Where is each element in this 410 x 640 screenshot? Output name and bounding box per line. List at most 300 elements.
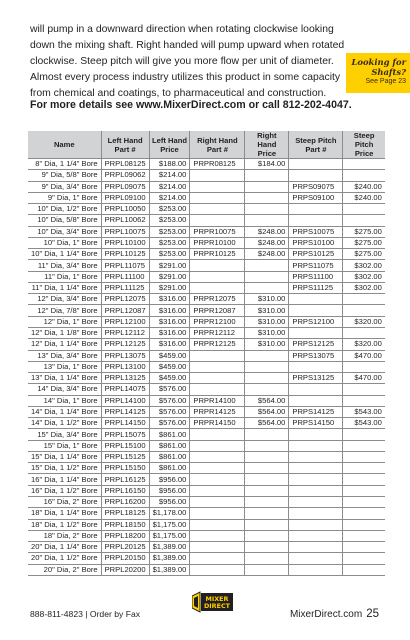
table-cell: 16" Dia, 1 1/2" Bore bbox=[28, 485, 101, 496]
table-cell: PRPL14125 bbox=[101, 406, 149, 417]
table-cell bbox=[190, 429, 245, 440]
table-row bbox=[28, 192, 385, 203]
table-cell: 12" Dia, 1" Bore bbox=[28, 316, 101, 327]
table-cell: PRPL15125 bbox=[101, 451, 149, 462]
table-cell: 13" Dia, 1 1/4" Bore bbox=[28, 373, 101, 384]
table-cell bbox=[245, 192, 289, 203]
table-cell: 11" Dia, 3/4" Bore bbox=[28, 260, 101, 271]
table-cell bbox=[245, 564, 289, 575]
table-cell: PRPS13125 bbox=[289, 373, 343, 384]
table-cell: 16" Dia, 1 1/4" Bore bbox=[28, 474, 101, 485]
table-row bbox=[28, 181, 385, 192]
table-cell bbox=[245, 542, 289, 553]
table-cell: $564.00 bbox=[245, 406, 289, 417]
table-cell bbox=[343, 508, 385, 519]
table-cell bbox=[190, 463, 245, 474]
table-cell: $956.00 bbox=[149, 496, 190, 507]
table-cell: $316.00 bbox=[149, 294, 190, 305]
table-cell: PRPS10075 bbox=[289, 226, 343, 237]
table-cell bbox=[245, 361, 289, 372]
table-cell bbox=[289, 395, 343, 406]
intro-line: Almost every process industry utilizes this product in some capacity bbox=[30, 72, 341, 83]
table-cell: PRPL20200 bbox=[101, 564, 149, 575]
table-cell: PRPS13075 bbox=[289, 350, 343, 361]
table-cell: PRPL20150 bbox=[101, 553, 149, 564]
table-cell: 15" Dia, 1" Bore bbox=[28, 440, 101, 451]
table-cell bbox=[343, 204, 385, 215]
table-cell: PRPS10100 bbox=[289, 237, 343, 248]
table-row bbox=[28, 496, 385, 507]
table-cell: 10" Dia, 1/2" Bore bbox=[28, 204, 101, 215]
table-cell: $564.00 bbox=[245, 418, 289, 429]
table-cell: 15" Dia, 1 1/2" Bore bbox=[28, 463, 101, 474]
table-row bbox=[28, 373, 385, 384]
table-cell bbox=[190, 192, 245, 203]
table-cell bbox=[245, 485, 289, 496]
table-row bbox=[28, 226, 385, 237]
table-cell: $310.00 bbox=[245, 327, 289, 338]
table-cell: PRPR12100 bbox=[190, 316, 245, 327]
table-cell bbox=[289, 215, 343, 226]
intro-line: clockwise. Steep pitch will give you more flow per unit of diameter. bbox=[30, 56, 334, 67]
table-cell: PRPR08125 bbox=[190, 159, 245, 170]
table-cell: PRPS14125 bbox=[289, 406, 343, 417]
table-cell: $459.00 bbox=[149, 361, 190, 372]
table-cell bbox=[343, 429, 385, 440]
table-cell: $310.00 bbox=[245, 294, 289, 305]
table-cell: 14" Dia, 1 1/4" Bore bbox=[28, 406, 101, 417]
column-header: Left Hand Price bbox=[149, 131, 190, 159]
table-cell bbox=[190, 564, 245, 575]
table-cell: PRPR12112 bbox=[190, 327, 245, 338]
price-table bbox=[28, 131, 385, 576]
table-cell: 18" Dia, 1 1/2" Bore bbox=[28, 519, 101, 530]
table-cell: PRPL12112 bbox=[101, 327, 149, 338]
table-cell: 10" Dia, 3/4" Bore bbox=[28, 226, 101, 237]
table-cell bbox=[289, 305, 343, 316]
table-cell bbox=[343, 384, 385, 395]
table-cell: PRPR10100 bbox=[190, 237, 245, 248]
table-cell bbox=[190, 553, 245, 564]
table-row bbox=[28, 508, 385, 519]
table-cell: $291.00 bbox=[149, 260, 190, 271]
table-cell bbox=[190, 485, 245, 496]
table-cell: $253.00 bbox=[149, 215, 190, 226]
footer-site-name[interactable]: MixerDirect.com bbox=[289, 609, 363, 620]
table-cell: PRPR12075 bbox=[190, 294, 245, 305]
table-cell: PRPL10075 bbox=[101, 226, 149, 237]
table-cell bbox=[289, 327, 343, 338]
table-cell bbox=[343, 542, 385, 553]
table-cell: $576.00 bbox=[149, 384, 190, 395]
table-cell: 20" Dia, 1 1/4" Bore bbox=[28, 542, 101, 553]
table-cell: PRPR10075 bbox=[190, 226, 245, 237]
intro-line: from chemical and coatings, to pharmaceutical and construction. bbox=[30, 88, 327, 99]
table-cell bbox=[289, 519, 343, 530]
footer-fax-text: 888-811-4823 | Order by Fax bbox=[30, 609, 141, 619]
table-cell bbox=[245, 508, 289, 519]
table-cell bbox=[343, 530, 385, 541]
table-cell: $1,389.00 bbox=[149, 564, 190, 575]
table-row bbox=[28, 350, 385, 361]
table-cell: $214.00 bbox=[149, 181, 190, 192]
table-cell bbox=[190, 496, 245, 507]
intro-line: down the mixing shaft. Right handed will pump upward when rotated bbox=[30, 40, 345, 51]
table-cell: 9" Dia, 3/4" Bore bbox=[28, 181, 101, 192]
table-cell: 18" Dia, 1 1/4" Bore bbox=[28, 508, 101, 519]
table-cell bbox=[245, 519, 289, 530]
table-cell: PRPL14100 bbox=[101, 395, 149, 406]
table-cell bbox=[190, 542, 245, 553]
table-cell bbox=[343, 361, 385, 372]
table-row bbox=[28, 271, 385, 282]
table-cell: PRPL16200 bbox=[101, 496, 149, 507]
table-cell: $240.00 bbox=[343, 181, 385, 192]
table-header-row bbox=[28, 131, 385, 159]
table-cell: PRPL09100 bbox=[101, 192, 149, 203]
table-cell bbox=[245, 282, 289, 293]
table-cell: $253.00 bbox=[149, 204, 190, 215]
table-cell: $253.00 bbox=[149, 226, 190, 237]
table-cell: PRPL12125 bbox=[101, 339, 149, 350]
table-cell: 8" Dia, 1 1/4" Bore bbox=[28, 159, 101, 170]
table-cell bbox=[245, 181, 289, 192]
table-cell bbox=[289, 440, 343, 451]
table-row bbox=[28, 204, 385, 215]
table-cell: $214.00 bbox=[149, 170, 190, 181]
table-cell: 11" Dia, 1" Bore bbox=[28, 271, 101, 282]
table-row bbox=[28, 485, 385, 496]
table-cell bbox=[343, 485, 385, 496]
table-cell bbox=[245, 260, 289, 271]
table-cell: 12" Dia, 7/8" Bore bbox=[28, 305, 101, 316]
table-cell: PRPL14075 bbox=[101, 384, 149, 395]
table-cell bbox=[289, 204, 343, 215]
table-cell: $302.00 bbox=[343, 282, 385, 293]
table-cell: $470.00 bbox=[343, 373, 385, 384]
table-cell: PRPL15100 bbox=[101, 440, 149, 451]
table-cell bbox=[289, 508, 343, 519]
table-cell: PRPR14100 bbox=[190, 395, 245, 406]
table-cell: $861.00 bbox=[149, 440, 190, 451]
table-row bbox=[28, 440, 385, 451]
table-cell: 16" Dia, 2" Bore bbox=[28, 496, 101, 507]
table-cell: PRPL11125 bbox=[101, 282, 149, 293]
table-cell: $253.00 bbox=[149, 249, 190, 260]
table-cell bbox=[190, 530, 245, 541]
table-cell bbox=[245, 463, 289, 474]
table-cell: $291.00 bbox=[149, 271, 190, 282]
table-cell: $576.00 bbox=[149, 395, 190, 406]
table-cell: 14" Dia, 3/4" Bore bbox=[28, 384, 101, 395]
table-cell bbox=[245, 384, 289, 395]
table-cell: $316.00 bbox=[149, 305, 190, 316]
column-header: Right Hand Part # bbox=[190, 131, 245, 159]
table-cell: 12" Dia, 1 1/8" Bore bbox=[28, 327, 101, 338]
table-row bbox=[28, 519, 385, 530]
table-cell: $576.00 bbox=[149, 418, 190, 429]
table-cell: $310.00 bbox=[245, 339, 289, 350]
table-row bbox=[28, 474, 385, 485]
table-cell: 15" Dia, 1 1/4" Bore bbox=[28, 451, 101, 462]
table-cell bbox=[245, 530, 289, 541]
table-cell bbox=[289, 496, 343, 507]
table-cell: PRPL10050 bbox=[101, 204, 149, 215]
table-cell: $291.00 bbox=[149, 282, 190, 293]
table-row bbox=[28, 406, 385, 417]
table-cell: $470.00 bbox=[343, 350, 385, 361]
table-cell: $956.00 bbox=[149, 474, 190, 485]
table-row bbox=[28, 282, 385, 293]
table-cell: PRPL09075 bbox=[101, 181, 149, 192]
table-cell bbox=[289, 451, 343, 462]
table-row bbox=[28, 384, 385, 395]
table-cell: PRPL16150 bbox=[101, 485, 149, 496]
table-cell: $275.00 bbox=[343, 226, 385, 237]
table-row bbox=[28, 395, 385, 406]
table-cell: 9" Dia, 5/8" Bore bbox=[28, 170, 101, 181]
table-cell: PRPL15150 bbox=[101, 463, 149, 474]
table-cell: $316.00 bbox=[149, 339, 190, 350]
table-cell: PRPL18125 bbox=[101, 508, 149, 519]
table-cell: PRPL12087 bbox=[101, 305, 149, 316]
table-cell: $1,389.00 bbox=[149, 542, 190, 553]
table-cell: $184.00 bbox=[245, 159, 289, 170]
table-row bbox=[28, 553, 385, 564]
table-cell: PRPS09075 bbox=[289, 181, 343, 192]
promo-line-2: Shafts? bbox=[371, 67, 406, 77]
table-cell bbox=[343, 564, 385, 575]
table-cell bbox=[343, 496, 385, 507]
table-cell: $310.00 bbox=[245, 316, 289, 327]
table-cell: PRPL12100 bbox=[101, 316, 149, 327]
table-cell: $248.00 bbox=[245, 249, 289, 260]
promo-page-ref: See Page 23 bbox=[365, 78, 406, 85]
table-cell: PRPS12125 bbox=[289, 339, 343, 350]
table-cell: PRPS11100 bbox=[289, 271, 343, 282]
table-cell: $248.00 bbox=[245, 237, 289, 248]
table-cell bbox=[289, 564, 343, 575]
table-row bbox=[28, 294, 385, 305]
table-cell bbox=[289, 361, 343, 372]
table-cell: PRPR10125 bbox=[190, 249, 245, 260]
table-cell: $275.00 bbox=[343, 249, 385, 260]
shafts-promo-badge[interactable] bbox=[346, 53, 410, 93]
table-row bbox=[28, 564, 385, 575]
table-row bbox=[28, 260, 385, 271]
table-cell bbox=[245, 429, 289, 440]
table-row bbox=[28, 429, 385, 440]
table-row bbox=[28, 316, 385, 327]
table-cell bbox=[190, 260, 245, 271]
table-cell bbox=[343, 305, 385, 316]
table-cell: 20" Dia, 2" Bore bbox=[28, 564, 101, 575]
table-cell: $302.00 bbox=[343, 271, 385, 282]
column-header: Steep Pitch Part # bbox=[289, 131, 343, 159]
table-cell bbox=[289, 159, 343, 170]
table-cell: $240.00 bbox=[343, 192, 385, 203]
column-header: Steep Pitch Price bbox=[343, 131, 385, 159]
table-cell: PRPS11075 bbox=[289, 260, 343, 271]
table-cell: $576.00 bbox=[149, 406, 190, 417]
table-row bbox=[28, 215, 385, 226]
table-cell: PRPS14150 bbox=[289, 418, 343, 429]
table-row bbox=[28, 327, 385, 338]
table-cell: 13" Dia, 3/4" Bore bbox=[28, 350, 101, 361]
table-cell: $459.00 bbox=[149, 373, 190, 384]
table-cell bbox=[343, 215, 385, 226]
more-details-link[interactable]: For more details see www.MixerDirect.com or call 812-202-4047. bbox=[30, 99, 352, 111]
column-header: Left Hand Part # bbox=[101, 131, 149, 159]
table-cell: 15" Dia, 3/4" Bore bbox=[28, 429, 101, 440]
table-cell: 10" Dia, 1" Bore bbox=[28, 237, 101, 248]
table-cell: $1,175.00 bbox=[149, 530, 190, 541]
table-cell bbox=[245, 170, 289, 181]
table-cell bbox=[343, 159, 385, 170]
table-cell: PRPL18150 bbox=[101, 519, 149, 530]
table-cell bbox=[245, 373, 289, 384]
table-cell bbox=[289, 429, 343, 440]
table-cell: $861.00 bbox=[149, 451, 190, 462]
table-row bbox=[28, 249, 385, 260]
table-cell bbox=[190, 384, 245, 395]
table-cell bbox=[190, 373, 245, 384]
table-cell bbox=[289, 170, 343, 181]
table-cell bbox=[343, 395, 385, 406]
table-cell bbox=[343, 294, 385, 305]
table-row bbox=[28, 361, 385, 372]
table-cell: $214.00 bbox=[149, 192, 190, 203]
table-cell bbox=[190, 519, 245, 530]
table-cell: PRPL10100 bbox=[101, 237, 149, 248]
table-row bbox=[28, 237, 385, 248]
table-cell: PRPL18200 bbox=[101, 530, 149, 541]
table-cell bbox=[289, 553, 343, 564]
table-cell bbox=[343, 440, 385, 451]
table-cell bbox=[245, 496, 289, 507]
table-cell bbox=[190, 282, 245, 293]
table-cell: PRPL09062 bbox=[101, 170, 149, 181]
table-cell: 12" Dia, 1 1/4" Bore bbox=[28, 339, 101, 350]
table-cell: $302.00 bbox=[343, 260, 385, 271]
table-body bbox=[28, 159, 385, 576]
table-cell: 10" Dia, 1 1/4" Bore bbox=[28, 249, 101, 260]
table-cell bbox=[245, 204, 289, 215]
table-cell: 14" Dia, 1 1/2" Bore bbox=[28, 418, 101, 429]
table-cell: $543.00 bbox=[343, 406, 385, 417]
table-cell: $275.00 bbox=[343, 237, 385, 248]
table-cell: 11" Dia, 1 1/4" Bore bbox=[28, 282, 101, 293]
table-cell: $564.00 bbox=[245, 395, 289, 406]
table-row bbox=[28, 463, 385, 474]
table-row bbox=[28, 159, 385, 170]
table-cell bbox=[190, 440, 245, 451]
table-cell: 20" Dia, 1 1/2" Bore bbox=[28, 553, 101, 564]
table-cell: 12" Dia, 3/4" Bore bbox=[28, 294, 101, 305]
table-cell bbox=[190, 181, 245, 192]
table-cell bbox=[245, 474, 289, 485]
table-cell bbox=[190, 271, 245, 282]
table-cell bbox=[343, 474, 385, 485]
table-cell: PRPR14125 bbox=[190, 406, 245, 417]
table-cell bbox=[289, 530, 343, 541]
table-cell bbox=[190, 215, 245, 226]
table-cell: $320.00 bbox=[343, 316, 385, 327]
table-cell: PRPS12100 bbox=[289, 316, 343, 327]
table-cell: 13" Dia, 1" Bore bbox=[28, 361, 101, 372]
column-header: Right Hand Price bbox=[245, 131, 289, 159]
table-row bbox=[28, 170, 385, 181]
table-cell: PRPS10125 bbox=[289, 249, 343, 260]
table-cell bbox=[190, 361, 245, 372]
table-cell: PRPL10062 bbox=[101, 215, 149, 226]
table-cell: $253.00 bbox=[149, 237, 190, 248]
table-cell: PRPL14150 bbox=[101, 418, 149, 429]
page-number: 25 bbox=[366, 608, 379, 620]
table-cell bbox=[190, 204, 245, 215]
table-cell: $543.00 bbox=[343, 418, 385, 429]
table-cell: PRPL12075 bbox=[101, 294, 149, 305]
table-cell bbox=[245, 271, 289, 282]
table-cell: $316.00 bbox=[149, 327, 190, 338]
table-row bbox=[28, 542, 385, 553]
table-cell: $1,175.00 bbox=[149, 519, 190, 530]
table-cell: 9" Dia, 1" Bore bbox=[28, 192, 101, 203]
table-cell: PRPL11100 bbox=[101, 271, 149, 282]
table-cell: PRPS11125 bbox=[289, 282, 343, 293]
table-row bbox=[28, 418, 385, 429]
table-cell: PRPL16125 bbox=[101, 474, 149, 485]
logo-text-mixer: MIXER bbox=[205, 595, 229, 603]
table-cell bbox=[245, 451, 289, 462]
mixer-direct-logo bbox=[192, 590, 234, 614]
table-row bbox=[28, 530, 385, 541]
intro-line: will pump in a downward direction when rotating clockwise looking bbox=[30, 24, 334, 35]
table-cell: PRPL15075 bbox=[101, 429, 149, 440]
table-cell: PRPL10125 bbox=[101, 249, 149, 260]
table-cell bbox=[245, 215, 289, 226]
table-row bbox=[28, 451, 385, 462]
table-cell bbox=[289, 542, 343, 553]
table-cell: 10" Dia, 5/8" Bore bbox=[28, 215, 101, 226]
table-cell bbox=[289, 294, 343, 305]
table-cell: PRPL13125 bbox=[101, 373, 149, 384]
table-row bbox=[28, 305, 385, 316]
table-cell: PRPL08125 bbox=[101, 159, 149, 170]
table-cell bbox=[190, 508, 245, 519]
table-cell: 14" Dia, 1" Bore bbox=[28, 395, 101, 406]
table-cell: PRPL13100 bbox=[101, 361, 149, 372]
footer-site bbox=[290, 608, 379, 620]
table-cell: PRPR14150 bbox=[190, 418, 245, 429]
table-cell bbox=[245, 440, 289, 451]
table-cell bbox=[343, 519, 385, 530]
table-cell bbox=[245, 350, 289, 361]
table-cell: $316.00 bbox=[149, 316, 190, 327]
table-cell: $1,389.00 bbox=[149, 553, 190, 564]
table-cell bbox=[190, 451, 245, 462]
table-cell: $861.00 bbox=[149, 429, 190, 440]
table-cell: PRPL11075 bbox=[101, 260, 149, 271]
table-cell bbox=[289, 384, 343, 395]
table-cell bbox=[190, 474, 245, 485]
table-cell: $861.00 bbox=[149, 463, 190, 474]
table-cell: $1,178.00 bbox=[149, 508, 190, 519]
table-cell: $310.00 bbox=[245, 305, 289, 316]
logo-text-direct: DIRECT bbox=[203, 602, 231, 610]
table-cell: PRPR12087 bbox=[190, 305, 245, 316]
table-cell: $188.00 bbox=[149, 159, 190, 170]
